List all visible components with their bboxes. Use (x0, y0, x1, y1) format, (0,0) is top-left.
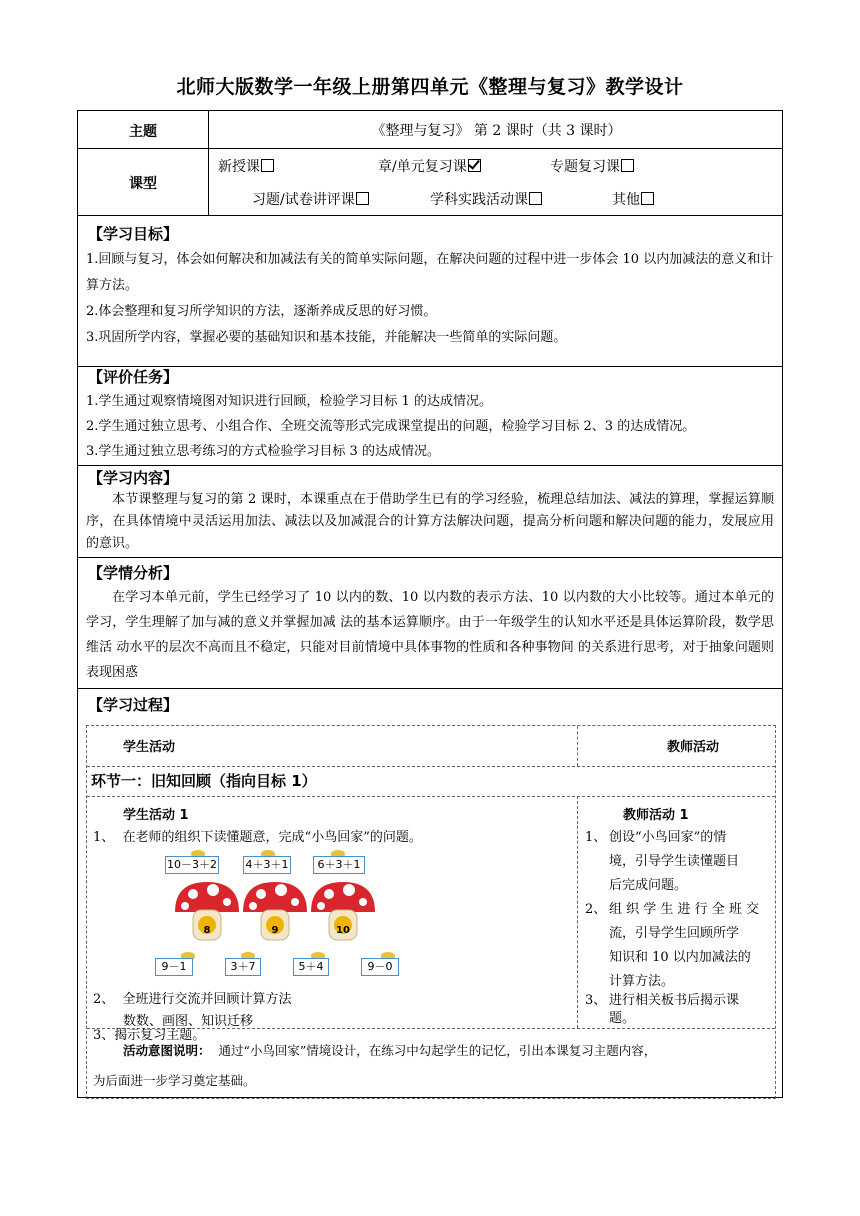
process-table (86, 725, 776, 1099)
task-item: 2.学生通过独立思考、小组合作、全班交流等形式完成课堂提出的问题，检验学习目标 2、3 的达成情况。 (86, 419, 696, 434)
teacher-column-header: 教师活动 (667, 740, 720, 755)
expression-badge: 4＋3＋1 (243, 856, 291, 874)
goal-item: 2.体会整理和复习所学知识的方法，逐渐养成反思的好习惯。 (86, 304, 437, 319)
checkbox-icon (529, 192, 542, 205)
student-item: 3、揭示复习主题。 (93, 1028, 206, 1043)
expression-badge: 9－0 (361, 958, 399, 976)
intent-text: 通过“小鸟回家”情境设计，在练习中勾起学生的记忆，引出本课复习主题内容， (218, 1043, 657, 1058)
checkbox-checked-icon (468, 159, 481, 172)
goals-list (86, 247, 774, 351)
student-column-header: 学生活动 (123, 740, 176, 755)
stage-one-title: 环节一：旧知回顾（指向目标 1） (91, 772, 317, 790)
expression-badge: 10－3＋2 (165, 856, 219, 874)
topic-label: 主题 (129, 124, 157, 140)
activity-intent (123, 1038, 773, 1064)
expression-badge: 5＋4 (293, 958, 329, 976)
intent-label: 活动意图说明： (123, 1043, 211, 1058)
teacher-item: 3、 进行相关板书后揭示课 题。 (585, 993, 740, 1026)
checkbox-icon (261, 159, 274, 172)
house-number: 10 (336, 925, 350, 936)
course-type-option[interactable]: 专题复习课 (550, 156, 634, 176)
task-item: 3.学生通过独立思考练习的方式检验学习目标 3 的达成情况。 (86, 444, 440, 459)
little-bird-illustration (161, 852, 421, 988)
course-type-option[interactable]: 新授课 (218, 156, 274, 176)
document-title: 北师大版数学一年级上册第四单元《整理与复习》教学设计 (176, 76, 684, 98)
course-type-option[interactable]: 学科实践活动课 (430, 189, 542, 209)
task-item: 1.学生通过观察情境图对知识进行回顾，检验学习目标 1 的达成情况。 (86, 394, 492, 409)
lesson-table (77, 110, 783, 1098)
course-type-option[interactable]: 习题/试卷讲评课 (252, 189, 369, 209)
tasks-header: 【评价任务】 (88, 368, 179, 386)
student-item: 1、 在老师的组织下读懂题意，完成“小鸟回家”的问题。 (93, 830, 422, 845)
student-activity-title: 学生活动 1 (123, 808, 189, 823)
student-item: 2、 全班进行交流并回顾计算方法 (93, 992, 292, 1007)
course-type-option[interactable]: 章/单元复习课 (378, 156, 481, 176)
goal-item: 3.巩固所学内容，掌握必要的基础知识和基本技能，并能解决一些简单的实际问题。 (86, 330, 567, 345)
house-number: 9 (271, 925, 279, 936)
analysis-header: 【学情分析】 (88, 564, 179, 582)
analysis-text: 在学习本单元前，学生已经学习了 10 以内的数、10 以内数的表示方法、10 以内数的大小比较等。通过本单元的学习，学生理解了加与减的意义并掌握加减 法的基本运算顺序。由于一年级学生的认知水平还是具体运算阶段，数学思维活 动水平的层次不高而且不稳定，只能对目前情境中具体事物的性质和各种事物间 的关系进行思考，对于抽象问题则表现困惑 (86, 590, 774, 680)
student-sub-item: 数数、画图、知识迁移 (123, 1014, 254, 1029)
expression-badge: 9－1 (155, 958, 193, 976)
goals-header: 【学习目标】 (88, 225, 179, 243)
checkbox-icon (621, 159, 634, 172)
checkbox-icon (641, 192, 654, 205)
topic-value: 《整理与复习》 第 2 课时（共 3 课时） (371, 123, 622, 139)
checkbox-icon (356, 192, 369, 205)
teacher-activity-title: 教师活动 1 (623, 808, 689, 823)
teacher-item: 1、 创设“小鸟回家”的情 境，引导学生读懂题目 后完成问题。 (585, 830, 740, 893)
expression-badge: 3＋7 (225, 958, 261, 976)
house-number: 8 (203, 925, 211, 936)
expression-badge: 6＋3＋1 (313, 856, 365, 874)
process-header: 【学习过程】 (88, 696, 179, 714)
teacher-item: 2、 组 织 学 生 进 行 全 班 交 流，引导学生回顾所学 知识和 10 以内加减法的 计算方法。 (585, 902, 760, 989)
content-header: 【学习内容】 (88, 469, 179, 487)
course-type-label: 课型 (129, 176, 157, 192)
content-text: 本节课整理与复习的第 2 课时，本课重点在于借助学生已有的学习经验，梳理总结加法、减法的算理，掌握运算顺序，在具体情境中灵活运用加法、减法以及加减混合的计算方法解决问题，提高分析问题和解决问题的能力，发展应用的意识。 (86, 492, 774, 551)
goal-item: 1.回顾与复习，体会如何解决和加减法有关的简单实际问题，在解决问题的过程中进一步体会 10 以内加减法的意义和计算方法。 (86, 252, 774, 293)
tasks-list (86, 389, 774, 464)
course-type-option[interactable]: 其他 (612, 189, 654, 209)
intent-text-continued: 为后面进一步学习奠定基础。 (93, 1073, 256, 1088)
